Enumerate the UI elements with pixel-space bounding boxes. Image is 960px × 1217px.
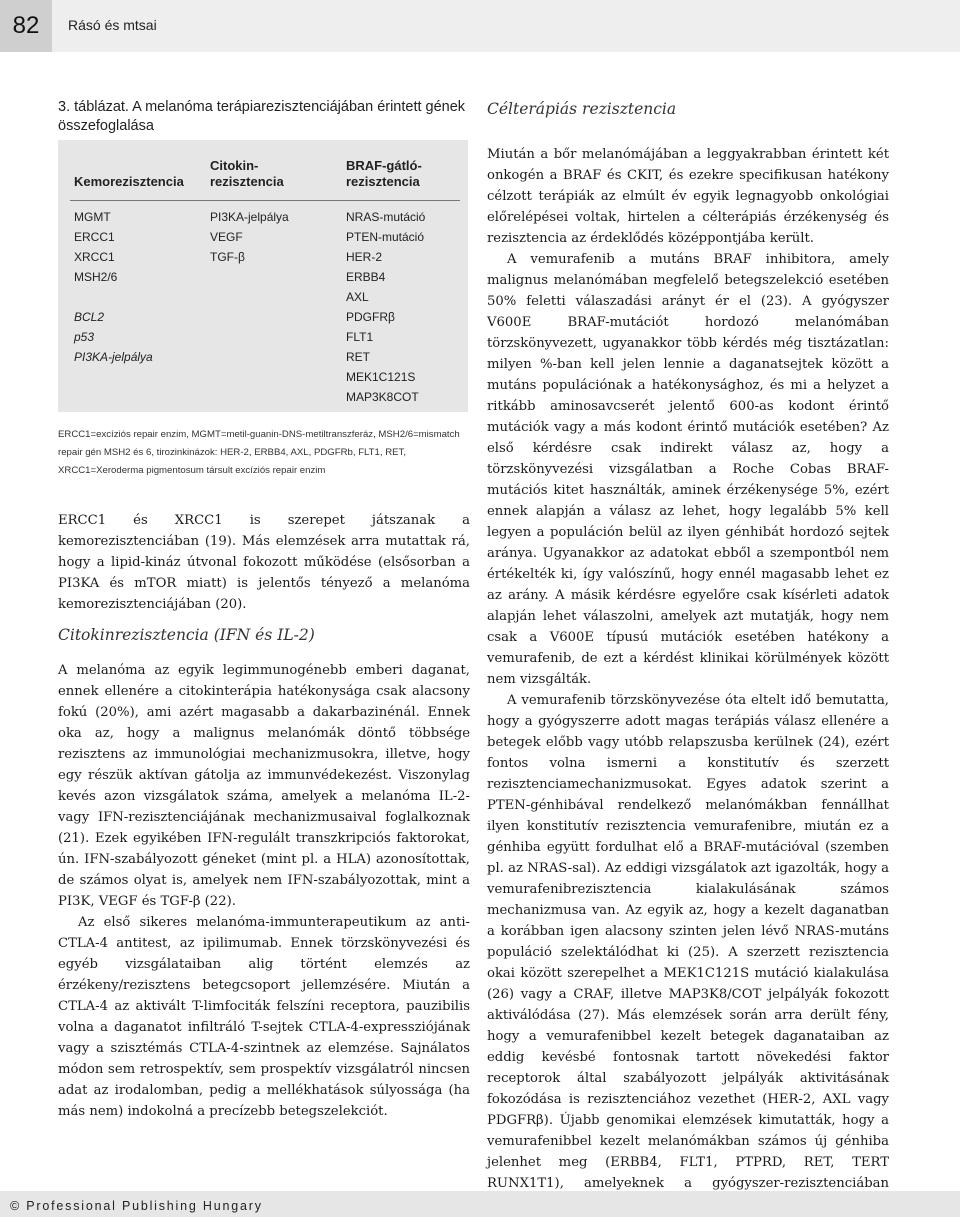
section-heading-citokin: Citokinrezisztencia (IFN és IL-2) [58, 626, 315, 644]
col1-cell: PI3KA-jelpálya [74, 350, 153, 364]
running-head: Rásó és mtsai [68, 17, 157, 33]
header-citokin-line1: Citokin- [210, 158, 259, 173]
col3-cell: RET [346, 350, 370, 364]
table-caption: 3. táblázat. A melanóma terápiarezisztenciájában érintett gének összefoglalása [58, 99, 466, 134]
left-para-2-container [58, 660, 470, 1122]
right-paragraph-1: Miután a bőr melanómájában a leggyakrabban érintett két onkogén a BRAF és CKIT, és ezekre specifikusan hatékony célzott terápiák az elmúlt év egyik legnagyobb onkológiai előrelépései voltak, hirtelen a célterápiás érzékenység és rezisztencia az érdeklődés középpontjába került. [487, 147, 889, 246]
col1-cell: BCL2 [74, 310, 105, 324]
header-citokin-line2: rezisztencia [210, 174, 284, 189]
left-para-1-container [58, 510, 470, 615]
page-number: 82 [0, 0, 52, 52]
header-kemorezisztencia: Kemorezisztencia [74, 174, 184, 189]
col3-cell: NRAS-mutáció [346, 210, 426, 224]
section-heading-celterapias: Célterápiás rezisztencia [487, 100, 677, 118]
col1-cell: ERCC1 [74, 230, 115, 244]
col3-cell: PDGFRβ [346, 310, 395, 324]
col2-cell: TGF-β [210, 250, 245, 264]
col3-cell: HER-2 [346, 250, 383, 264]
col1-cell: p53 [74, 330, 95, 344]
left-paragraph-1: ERCC1 és XRCC1 is szerepet játszanak a kemorezisztenciában (19). Más elemzések arra mutattak rá, hogy a lipid-kináz útvonal fokozott működése (elsősorban a PI3KA és mTOR miatt) is jelentős tényező a melanóma kemorezisztenciájában (20). [58, 513, 470, 612]
col3-cell: FLT1 [346, 330, 374, 344]
col2-cell: VEGF [210, 230, 243, 244]
col3-cell: ERBB4 [346, 270, 386, 284]
col3-cell: MEK1C121S [346, 370, 416, 384]
col2-cell: PI3KA-jelpálya [210, 210, 289, 224]
col3-cell: AXL [346, 290, 369, 304]
table-footnote: ERCC1=excíziós repair enzim, MGMT=metil-guanin-DNS-metiltranszferáz, MSH2/6=mismatch repair gén MSH2 és 6, tirozinkinázok: HER-2, ERBB4, AXL, PDGFRb, FLT1, RET, XRCC1=Xeroderma pigmentosum társult excíziós repair enzim [58, 429, 460, 476]
table-header-rule [70, 200, 460, 201]
col3-cell: MAP3K8COT [346, 390, 419, 404]
header-braf-line2: rezisztencia [346, 174, 420, 189]
left-paragraph-2: A melanóma az egyik legimmunogénebb emberi daganat, ennek ellenére a citokinterápia hatékonysága csak alacsony fokú (20%), ami azért magasabb a dakarbazinénál. Ennek oka az, hogy a malignus melanómák döntő többsége rezisztens az immunológiai mechanizmusokra, illetve, hogy egy részük aktívan gátolja az immunvédekezést. Viszonylag kevés azon vizsgálatok száma, amelyek a melanóma IL-2- vagy IFN-rezisztenciájának mechanizmusaival foglalkoznak (21). Ezek egyikében IFN-regulált transzkripciós faktorokat, ún. IFN-szabályozott géneket (mint pl. a HLA) azonosítottak, de számos olyat is, amelyek nem IFN-szabályozottak, mint a PI3K, VEGF és TGF-β (22). [58, 663, 470, 909]
left-paragraph-3: Az első sikeres melanóma-immunterapeutikum az anti-CTLA-4 antitest, az ipilimumab. Ennek törzskönyvezési és egyéb vizsgálataiban alig történt elemzés az érzékeny/rezisztens betegcsoport jellemzésére. Miután a CTLA-4 az aktivált T-limfociták felszíni receptora, pauzibilis volna a daganatot infiltráló T-sejtek CTLA-4-expressziójának vagy a szisztémás CTLA-4-szintnek az elemzése. Sajnálatos módon sem retrospektív, sem prospektív vizsgálatról nincsen adat az irodalomban, pedig a mellékhatások súlyossága (ha más nem) indokolná a precízebb betegszelekciót. [58, 915, 470, 1119]
col1-cell: MGMT [74, 210, 111, 224]
header-braf-line1: BRAF-gátló- [346, 158, 422, 173]
right-column-body [487, 144, 889, 1215]
footer-copyright: © Professional Publishing Hungary [10, 1199, 263, 1213]
right-paragraph-3: A vemurafenib törzskönyvezése óta eltelt idő bemutatta, hogy a gyógyszerre adott magas terápiás válasz ellenére a betegek előbb vagy utóbb relapszusba kerülnek (24), ezért fontos volna ismerni a konstitutív és szerzett rezisztenciamechanizmusokat. Egyes adatok szerint a PTEN-génhibával rendelkező melanómákban fennállhat ilyen konstitutív rezisztencia vemurafenibre, miután ez a génhiba együtt fordulhat elő a BRAF-mutációval (szemben pl. az NRAS-sal). Az eddigi vizsgálatok azt igazolták, hogy a vemurafenibrezisztencia kialakulásának számos mechanizmusa van. Az egyik az, hogy a kezelt daganatban a korábban igen alacsony szinten jelen lévő NRAS-mutáns populáció szelektálódhat ki (25). A szerzett rezisztencia okai között szerepelhet a MEK1C121S mutáció kialakulása (26) vagy a CRAF, illetve MAP3K8/COT jelpályák fokozott aktiválódása (27). Más elemzések során arra derült fény, hogy a vemurafenibbel kezelt betegek daganataiban az eddig kevésbé fontosnak tartott növekedési faktor receptorok által szabályozott jelpályák aktivitásának fokozódása is rezisztenciához vezethet (HER-2, AXL vagy PDGFRβ). Újabb genomikai elemzések kimutatták, hogy a vemurafenibbel kezelt melanómákban számos új génhiba jelenhet meg (ERBB4, FLT1, PTPRD, RET, TERT RUNX1T1), amelyeknek a gyógyszer-rezisztenciában [487, 693, 889, 1191]
col3-cell: PTEN-mutáció [346, 230, 425, 244]
col1-cell: MSH2/6 [74, 270, 118, 284]
col1-cell: XRCC1 [74, 250, 115, 264]
right-paragraph-2: A vemurafenib a mutáns BRAF inhibitora, amely malignus melanómában megfelelő betegszelekció esetében 50% feletti válaszadási arányt ér el (23). A gyógyszer V600E BRAF-mutációt hordozó melanómában törzskönyvezett, ugyanakkor több kérdés még tisztázatlan: milyen %-ban kell jelen lennie a daganatsejtek között a mutáns populációnak a hatékonysághoz, és mi a helyzet a ritkább aminosavcserét jelentő 600-as kodont érintő mutációk vagy a más kodont érintő mutációk esetében? Az első kérdésre csak indirekt válasz az, hogy a törzskönyvezési vizsgálatban a Roche Cobas BRAF-mutációs kitet használták, aminek érzékenysége 5%, ezért ennek alapján a válasz az lehet, hogy legalább 5% kell legyen a populáción belül az ilyen génhibát hordozó sejtek aránya. Ugyanakkor az adatokat ebből a szempontból nem értékelték ki, így valószínű, hogy ennél magasabb lehet ez az arány. A másik kérdésre egyelőre csak kísérleti adatok alapján lehet válaszolni, amelyek azt mutatják, hogy nem csak a V600E típusú mutációk esetében hatékony a vemurafenib, de ezt a kérdést klinikai körülmények között nem vizsgálták. [487, 252, 889, 687]
gene-table [58, 140, 468, 412]
